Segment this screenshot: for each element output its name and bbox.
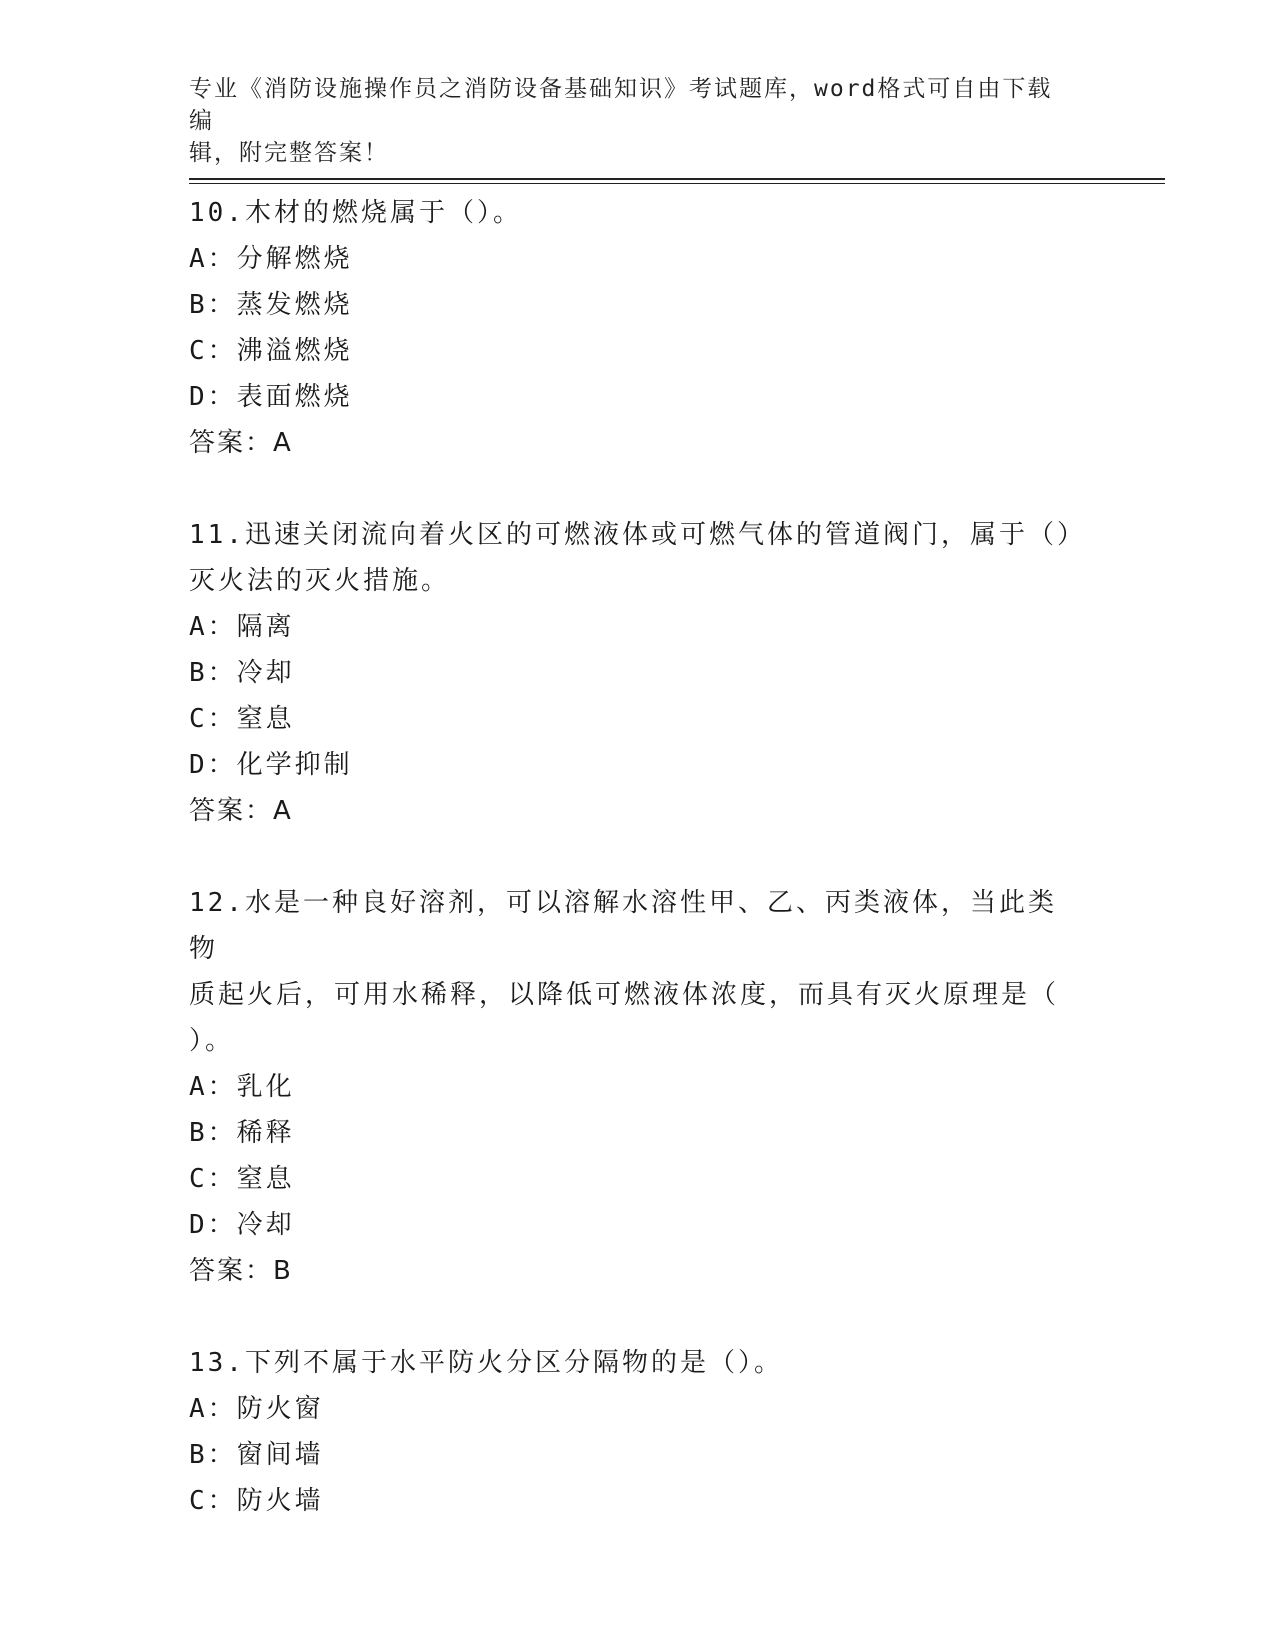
option-d: D：冷却 — [189, 1210, 295, 1240]
question-text-line-3: ）。 — [189, 1026, 235, 1056]
spacer — [189, 834, 1079, 880]
option-b: B：窗间墙 — [189, 1440, 324, 1470]
question-text-line-2: 灭火法的灭火措施。 — [189, 566, 451, 596]
answer: 答案：A — [189, 796, 293, 826]
question-text-line-1: 11.迅速关闭流向着火区的可燃液体或可燃气体的管道阀门，属于（） — [189, 520, 1086, 550]
option-d: D：化学抑制 — [189, 750, 353, 780]
question-10 — [189, 190, 1079, 466]
option-c: C：窒息 — [189, 704, 295, 734]
header-line-1: 专业《消防设施操作员之消防设备基础知识》考试题库，word格式可自由下载编 — [189, 76, 1053, 134]
question-13 — [189, 1340, 1079, 1524]
spacer — [189, 466, 1079, 512]
option-c: C：防火墙 — [189, 1486, 324, 1516]
option-a: A：隔离 — [189, 612, 295, 642]
option-a: A：防火窗 — [189, 1394, 324, 1424]
spacer — [189, 1294, 1079, 1340]
header-rule-thin — [189, 183, 1165, 184]
option-b: B：冷却 — [189, 658, 295, 688]
header-line-2: 辑，附完整答案！ — [189, 140, 389, 166]
answer: 答案：A — [189, 428, 293, 458]
option-c: C：沸溢燃烧 — [189, 336, 353, 366]
question-11 — [189, 512, 1086, 834]
answer: 答案：B — [189, 1256, 293, 1286]
question-12 — [189, 880, 1079, 1294]
document-header — [189, 73, 1069, 169]
question-text: 13.下列不属于水平防火分区分隔物的是（）。 — [189, 1348, 783, 1378]
option-d: D：表面燃烧 — [189, 382, 353, 412]
option-b: B：蒸发燃烧 — [189, 290, 353, 320]
option-a: A：乳化 — [189, 1072, 295, 1102]
question-list — [189, 190, 1086, 1524]
question-text-line-1: 12.水是一种良好溶剂，可以溶解水溶性甲、乙、丙类液体，当此类物 — [189, 888, 1057, 964]
question-text-line-2: 质起火后，可用水稀释，以降低可燃液体浓度，而具有灭火原理是（ — [189, 980, 1060, 1010]
question-text: 10.木材的燃烧属于（）。 — [189, 198, 522, 228]
option-b: B：稀释 — [189, 1118, 295, 1148]
header-rule-thick — [189, 178, 1165, 180]
option-a: A：分解燃烧 — [189, 244, 353, 274]
option-c: C：窒息 — [189, 1164, 295, 1194]
